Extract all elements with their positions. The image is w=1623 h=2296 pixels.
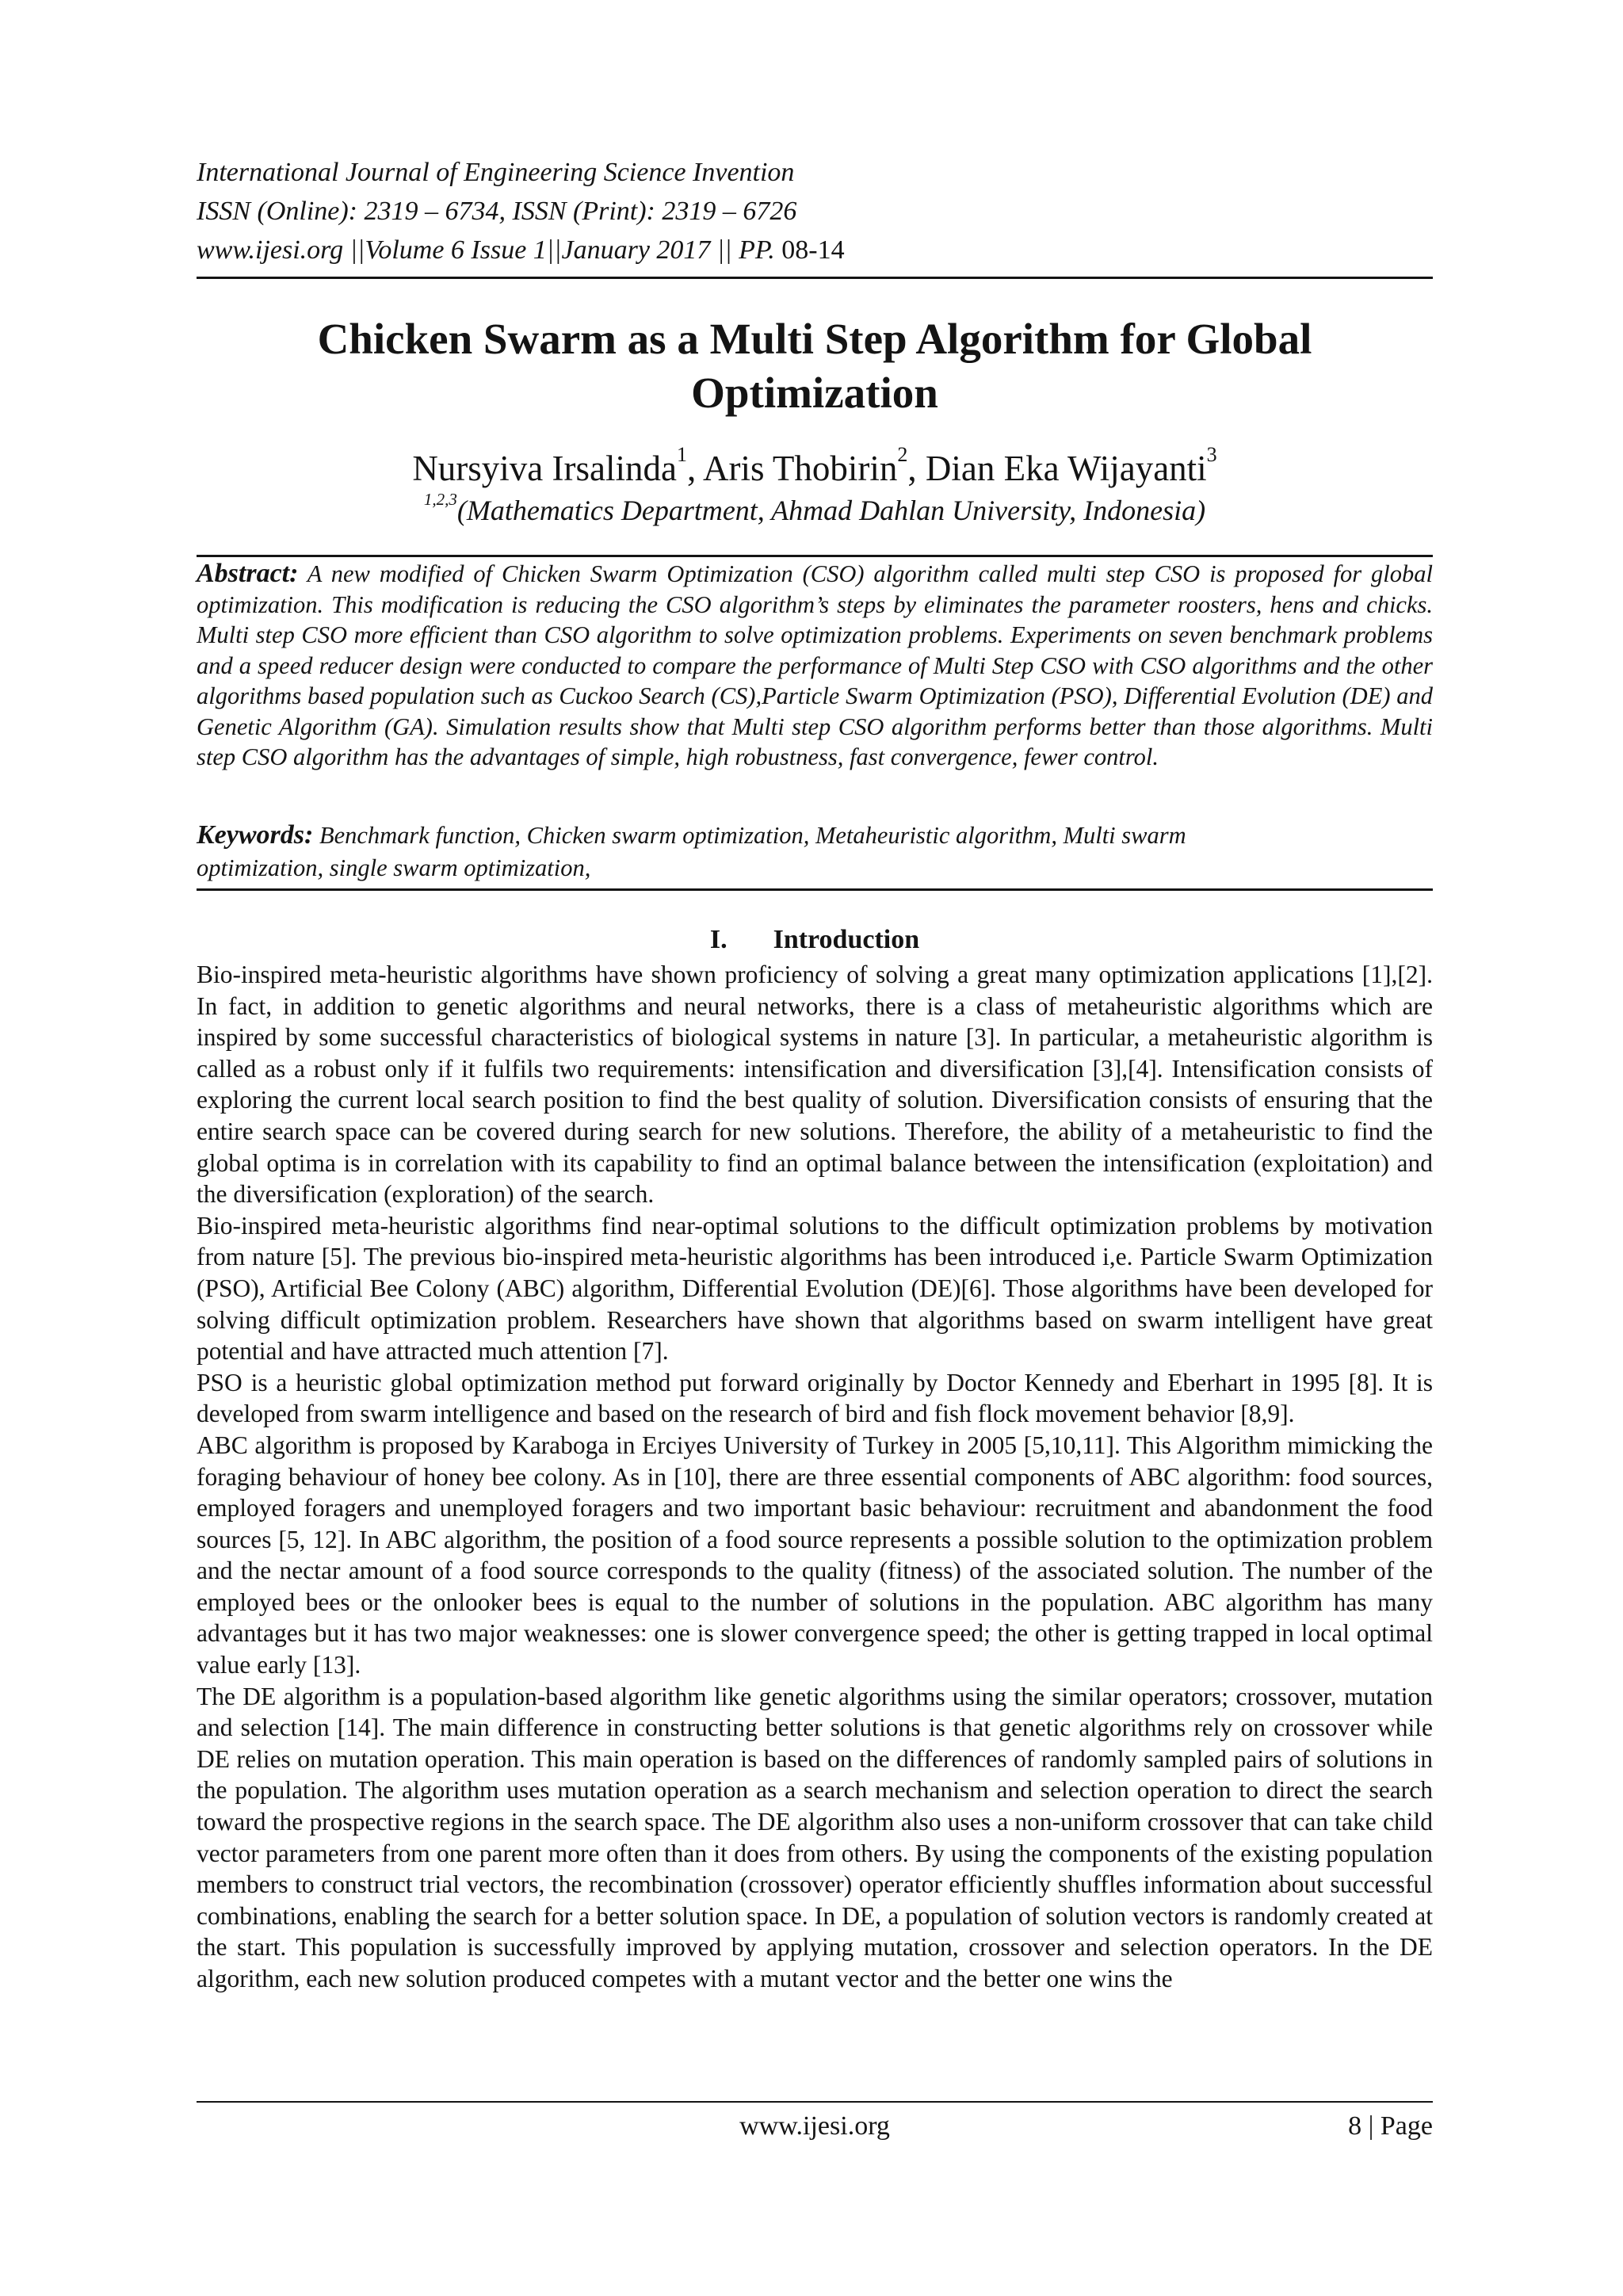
abstract xyxy=(197,559,1433,773)
author-name: Dian Eka Wijayanti xyxy=(925,449,1207,488)
author-affil-mark: 3 xyxy=(1206,443,1217,466)
abstract-bottom-rule xyxy=(197,888,1433,891)
abstract-text: A new modified of Chicken Swarm Optimization (CSO) algorithm called multi step CSO is proposed for global optimization. This modification is reducing the CSO algorithm’s steps by eliminates the parameter roosters, hens and chicks. Multi step CSO more efficient than CSO algorithm to solve optimization problems. Experiments on seven benchmark problems and a speed reducer design were conducted to compare the performance of Multi Step CSO with CSO algorithms and the other algorithms based population such as Cuckoo Search (CS),Particle Swarm Optimization (PSO), Differential Evolution (DE) and Genetic Algorithm (GA). Simulation results show that Multi step CSO algorithm performs better than those algorithms. Multi step CSO algorithm has the advantages of simple, high robustness, fast convergence, fewer control. xyxy=(197,560,1433,770)
paper-title: Chicken Swarm as a Multi Step Algorithm for Global Optimization xyxy=(317,315,1312,417)
issue-info: www.ijesi.org ||Volume 6 Issue 1||January 2017 || PP. xyxy=(197,235,775,265)
author-name: Nursyiva Irsalinda xyxy=(412,449,677,488)
affiliation-text: (Mathematics Department, Ahmad Dahlan University, Indonesia) xyxy=(456,495,1206,526)
page-footer xyxy=(197,2107,1433,2146)
journal-name: International Journal of Engineering Science Invention xyxy=(197,158,795,187)
keywords-line-2: optimization, single swarm optimization, xyxy=(197,854,591,881)
page-range: 08-14 xyxy=(781,235,845,265)
affiliation-marks: 1,2,3 xyxy=(423,490,457,509)
footer-rule xyxy=(197,2101,1433,2103)
keywords-line-1: Benchmark function, Chicken swarm optimization, Metaheuristic algorithm, Multi swarm xyxy=(319,822,1186,849)
body-paragraph: PSO is a heuristic global optimization method put forward originally by Doctor Kennedy and Eberhart in 1995 [8]. It is developed from swarm intelligence and based on the research of bird and fish flock movement behavior [8,9]. xyxy=(197,1368,1433,1428)
body-paragraph: Bio-inspired meta-heuristic algorithms have shown proficiency of solving a great many optimization applications [1],[2]. In fact, in addition to genetic algorithms and neural networks, there is a class of metaheuristic algorithms which are inspired by some successful characteristics of biological systems in nature [3]. In particular, a metaheuristic algorithm is called as a robust only if it fulfils two requirements: intensification and diversification [3],[4]. Intensification consists of exploring the current local search position to find the best quality of solution. Diversification consists of ensuring that the entire search space can be covered during search for new solutions. Therefore, the ability of a metaheuristic to find the global optima is in correlation with its capability to find an optimal balance between the intensification (exploitation) and the diversification (exploration) of the search. xyxy=(197,961,1433,1209)
abstract-top-rule xyxy=(197,555,1433,557)
author-name: Aris Thobirin xyxy=(703,449,898,488)
affiliation xyxy=(197,491,1433,529)
author-separator: , xyxy=(686,449,703,488)
header-rule xyxy=(197,277,1433,279)
keywords xyxy=(197,819,1433,884)
section-title: Introduction xyxy=(773,925,920,954)
journal-header xyxy=(197,153,1433,269)
abstract-label: Abstract: xyxy=(197,559,299,588)
section-heading xyxy=(197,923,1433,957)
footer-site: www.ijesi.org xyxy=(739,2111,890,2141)
author-list xyxy=(197,443,1433,491)
body-paragraph: Bio-inspired meta-heuristic algorithms find near-optimal solutions to the difficult optimization problems by motivation from nature [5]. The previous bio-inspired meta-heuristic algorithms has been introduced i,e. Particle Swarm Optimization (PSO), Artificial Bee Colony (ABC) algorithm, Differential Evolution (DE)[6]. Those algorithms have been developed for solving difficult optimization problem. Researchers have shown that algorithms based on swarm intelligent have great potential and have attracted much attention [7]. xyxy=(197,1211,1433,1366)
body-text xyxy=(197,959,1433,1995)
author-separator: , xyxy=(907,449,926,488)
author-affil-mark: 1 xyxy=(676,443,687,466)
issue-line xyxy=(197,231,1433,269)
body-paragraph: ABC algorithm is proposed by Karaboga in Erciyes University of Turkey in 2005 [5,10,11]. This Algorithm mimicking the foraging behaviour of honey bee colony. As in [10], there are three essential components of ABC algorithm: food sources, employed foragers and unemployed foragers and two important basic behaviour: recruitment and abandonment the food sources [5, 12]. In ABC algorithm, the position of a food source represents a possible solution to the optimization problem and the nectar amount of a food source corresponds to the quality (fitness) of the associated solution. The number of the employed bees or the onlooker bees is equal to the number of solutions in the population. ABC algorithm has many advantages but it has two major weaknesses: one is slower convergence speed; the other is getting trapped in local optimal value early [13]. xyxy=(197,1431,1433,1679)
keywords-label: Keywords: xyxy=(197,820,314,850)
issn-line: ISSN (Online): 2319 – 6734, ISSN (Print): 2319 – 6726 xyxy=(197,197,797,226)
author-affil-mark: 2 xyxy=(897,443,908,466)
page-number: 8 | Page xyxy=(1348,2111,1433,2141)
body-paragraph: The DE algorithm is a population-based algorithm like genetic algorithms using the similar operators; crossover, mutation and selection [14]. The main difference in constructing better solutions is that genetic algorithms rely on crossover while DE relies on mutation operation. This main operation is based on the differences of randomly sampled pairs of solutions in the population. The algorithm uses mutation operation as a search mechanism and selection operation to direct the search toward the prospective regions in the search space. The DE algorithm also uses a non-uniform crossover that can take child vector parameters from one parent more often than it does from others. By using the components of the existing population members to construct trial vectors, the recombination (crossover) operator efficiently shuffles information about successful combinations, enabling the search for a better solution space. In DE, a population of solution vectors is randomly created at the start. This population is successfully improved by applying mutation, crossover and selection operators. In the DE algorithm, each new solution produced competes with a mutant vector and the better one wins the xyxy=(197,1682,1433,1992)
section-number: I. xyxy=(709,925,727,954)
